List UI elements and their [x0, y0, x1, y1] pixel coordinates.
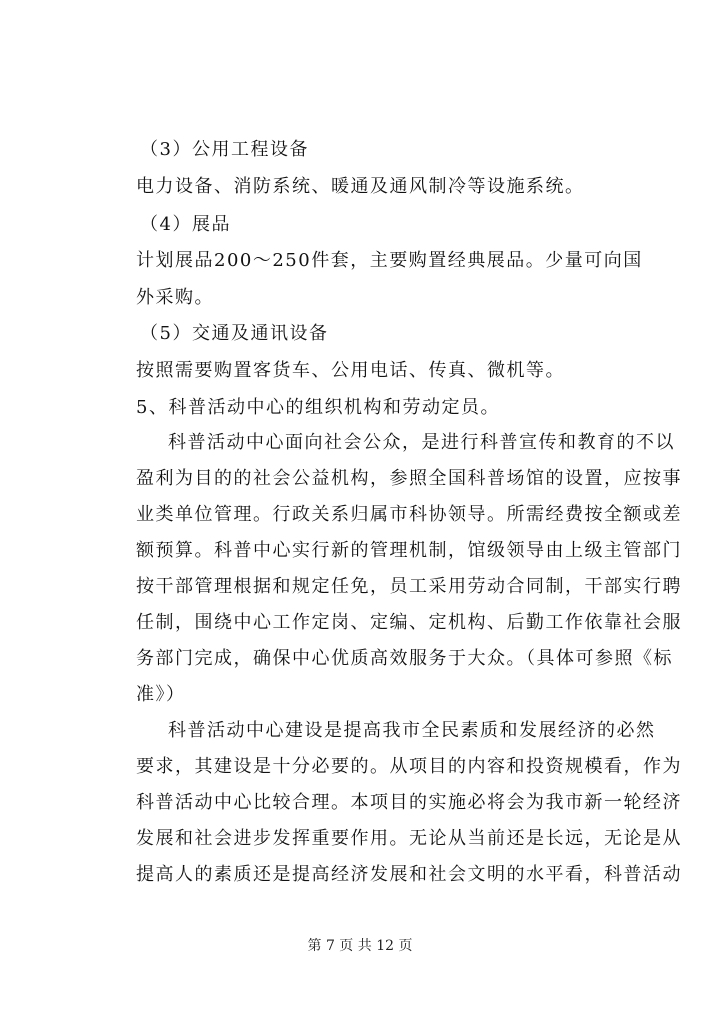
paragraph-line: 发展和社会进步发挥重要作用。无论从当前还是长远，无论是从: [136, 828, 682, 849]
heading-transport-communication-equipment: （5）交通及通讯设备: [140, 323, 329, 344]
paragraph-line: 要求，其建设是十分必要的。从项目的内容和投资规模看，作为: [136, 756, 682, 777]
paragraph-line: 科普活动中心建设是提高我市全民素质和发展经济的必然: [168, 720, 656, 741]
paragraph-line: 务部门完成，确保中心优质高效服务于大众。（具体可参照《标: [136, 648, 673, 669]
paragraph-line: 电力设备、消防系统、暖通及通风制冷等设施系统。: [136, 176, 585, 197]
paragraph-line: 提高人的素质还是提高经济发展和社会文明的水平看，科普活动: [136, 864, 682, 885]
paragraph-line: 按照需要购置客货车、公用电话、传真、微机等。: [136, 360, 565, 381]
paragraph-line: 科普活动中心面向社会公众，是进行科普宣传和教育的不以: [168, 432, 675, 453]
paragraph-line: 盈利为目的的社会公益机构，参照全国科普场馆的设置，应按事: [136, 468, 682, 489]
paragraph-line: 科普活动中心比较合理。本项目的实施必将会为我市新一轮经济: [136, 792, 682, 813]
heading-public-engineering-equipment: （3）公用工程设备: [140, 139, 309, 160]
paragraph-line: 任制，围绕中心工作定岗、定编、定机构、后勤工作依靠社会服: [136, 612, 682, 633]
paragraph-line: 按干部管理根据和规定任免，员工采用劳动合同制，干部实行聘: [136, 576, 682, 597]
paragraph-line: 外采购。: [136, 287, 214, 308]
section-heading-organization: 5、科普活动中心的组织机构和劳动定员。: [136, 397, 500, 418]
paragraph-line: 准》）: [136, 684, 186, 705]
paragraph-line: 业类单位管理。行政关系归属市科协领导。所需经费按全额或差: [136, 504, 682, 525]
paragraph-line: 计划展品200～250件套，主要购置经典展品。少量可向国: [136, 250, 643, 271]
paragraph-line: 额预算。科普中心实行新的管理机制，馆级领导由上级主管部门: [136, 540, 682, 561]
heading-exhibits: （4）展品: [140, 214, 231, 235]
page-number-footer: 第 7 页 共 12 页: [307, 938, 413, 954]
